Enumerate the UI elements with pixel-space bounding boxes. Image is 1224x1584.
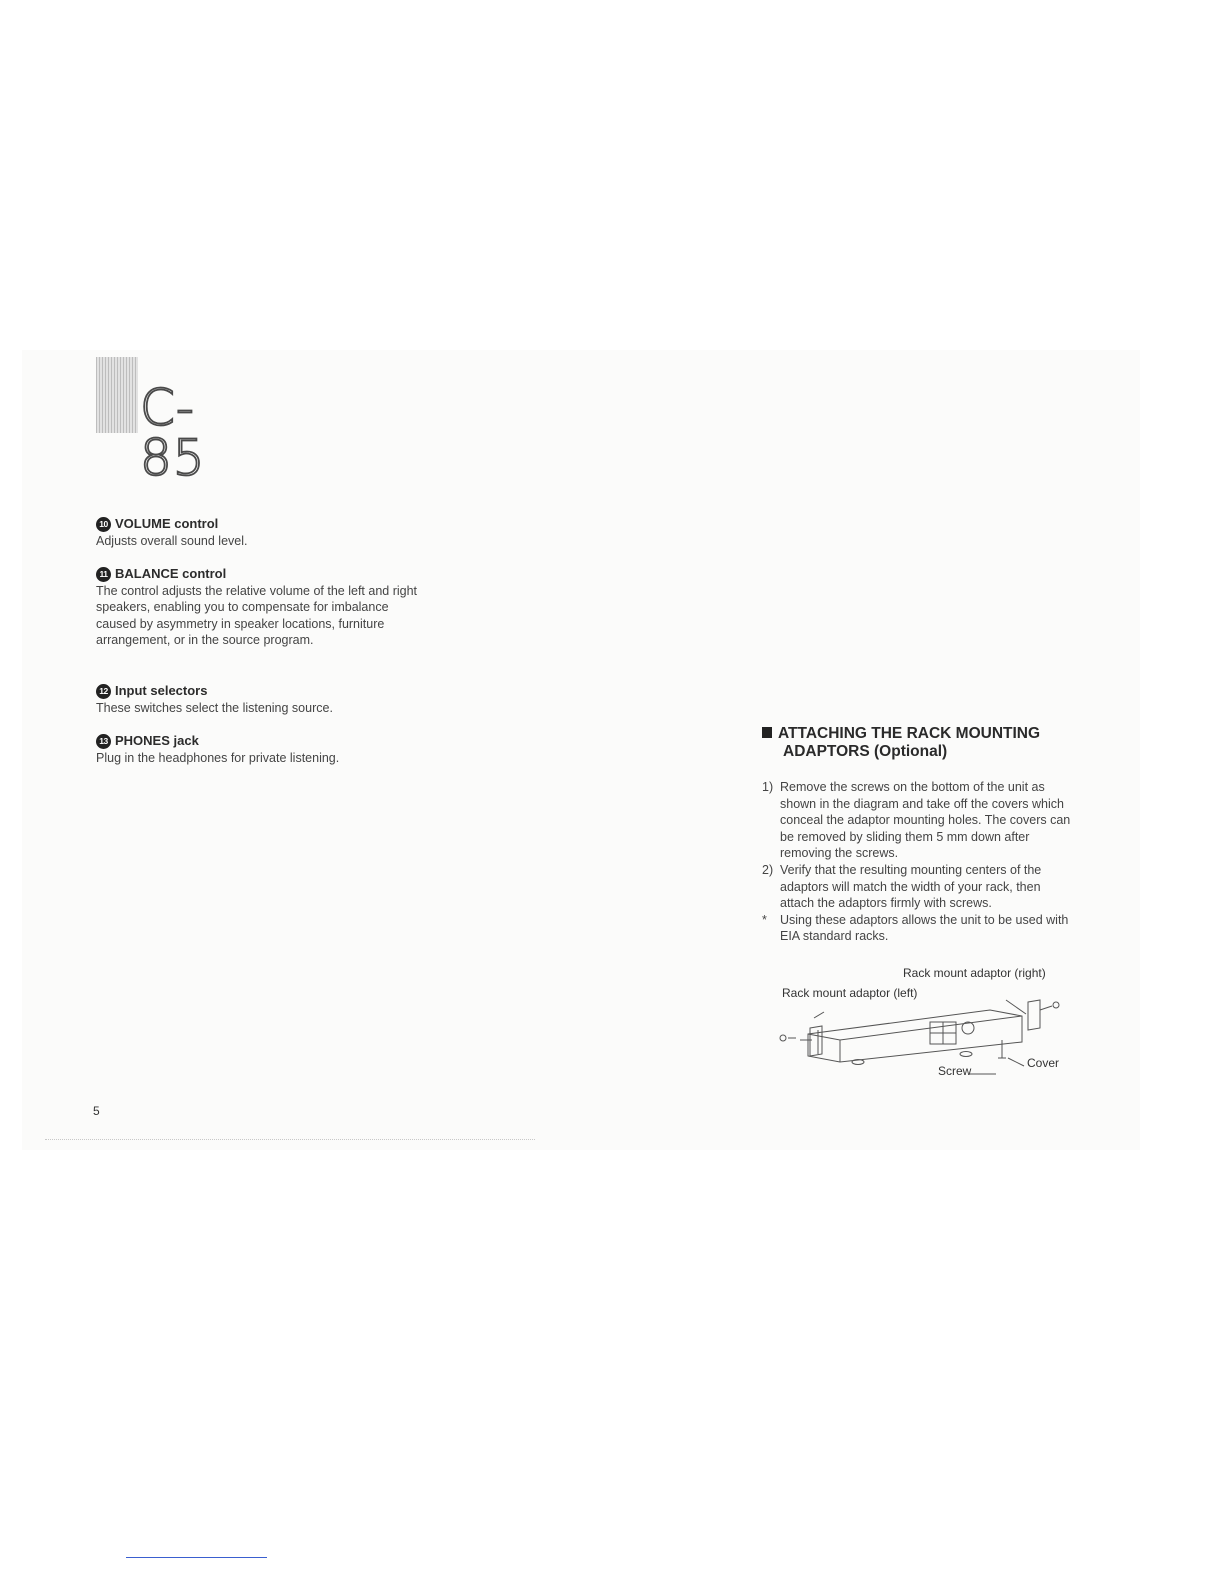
list-item: * Using these adaptors allows the unit to be used with EIA standard racks. — [762, 912, 1069, 944]
item-number-badge: 13 — [96, 734, 111, 749]
item-title: VOLUME control — [115, 516, 219, 531]
item-title: PHONES jack — [115, 733, 199, 748]
control-item-balance — [96, 566, 426, 649]
model-name: C-85 — [140, 379, 206, 487]
control-item-phones-jack — [96, 733, 426, 766]
item-description: Adjusts overall sound level. — [96, 533, 248, 548]
logo-bar-graphic — [96, 357, 138, 433]
item-number-badge: 11 — [96, 567, 111, 582]
rack-mount-diagram — [770, 962, 1070, 1084]
square-bullet-icon — [762, 727, 772, 738]
control-item-volume — [96, 516, 426, 549]
item-description: The control adjusts the relative volume of the left and right speakers, enabling you to compensate for imbalance caused by asymmetry in speaker locations, furniture arrangement, or in the source program. — [96, 583, 418, 648]
bottom-rule — [126, 1557, 267, 1558]
list-item: 1) Remove the screws on the bottom of the unit as shown in the diagram and take off the covers which conceal the adaptor mounting holes. The covers can be removed by sliding them 5 mm down after removing the screws. — [762, 780, 1071, 861]
item-title: BALANCE control — [115, 566, 227, 581]
item-description: These switches select the listening source. — [96, 700, 333, 715]
list-item: 2) Verify that the resulting mounting centers of the adaptors will match the width of your rack, then attach the adaptors firmly with screws. — [762, 862, 1042, 911]
item-number-badge: 12 — [96, 684, 111, 699]
page-divider — [45, 1139, 535, 1140]
label-adaptor-right: Rack mount adaptor (right) — [903, 966, 1046, 980]
page-number: 5 — [93, 1104, 100, 1118]
label-adaptor-left: Rack mount adaptor (left) — [782, 986, 918, 1000]
control-item-input-selectors — [96, 683, 426, 716]
unit-illustration — [780, 1000, 1059, 1074]
section-heading: ATTACHING THE RACK MOUNTING ADAPTORS (Optional) — [762, 725, 1092, 761]
label-cover: Cover — [1027, 1056, 1060, 1070]
item-description: Plug in the headphones for private listening. — [96, 750, 340, 765]
label-screw: Screw — [938, 1064, 972, 1078]
instruction-list — [762, 779, 1072, 945]
item-number-badge: 10 — [96, 517, 111, 532]
item-title: Input selectors — [115, 683, 208, 698]
